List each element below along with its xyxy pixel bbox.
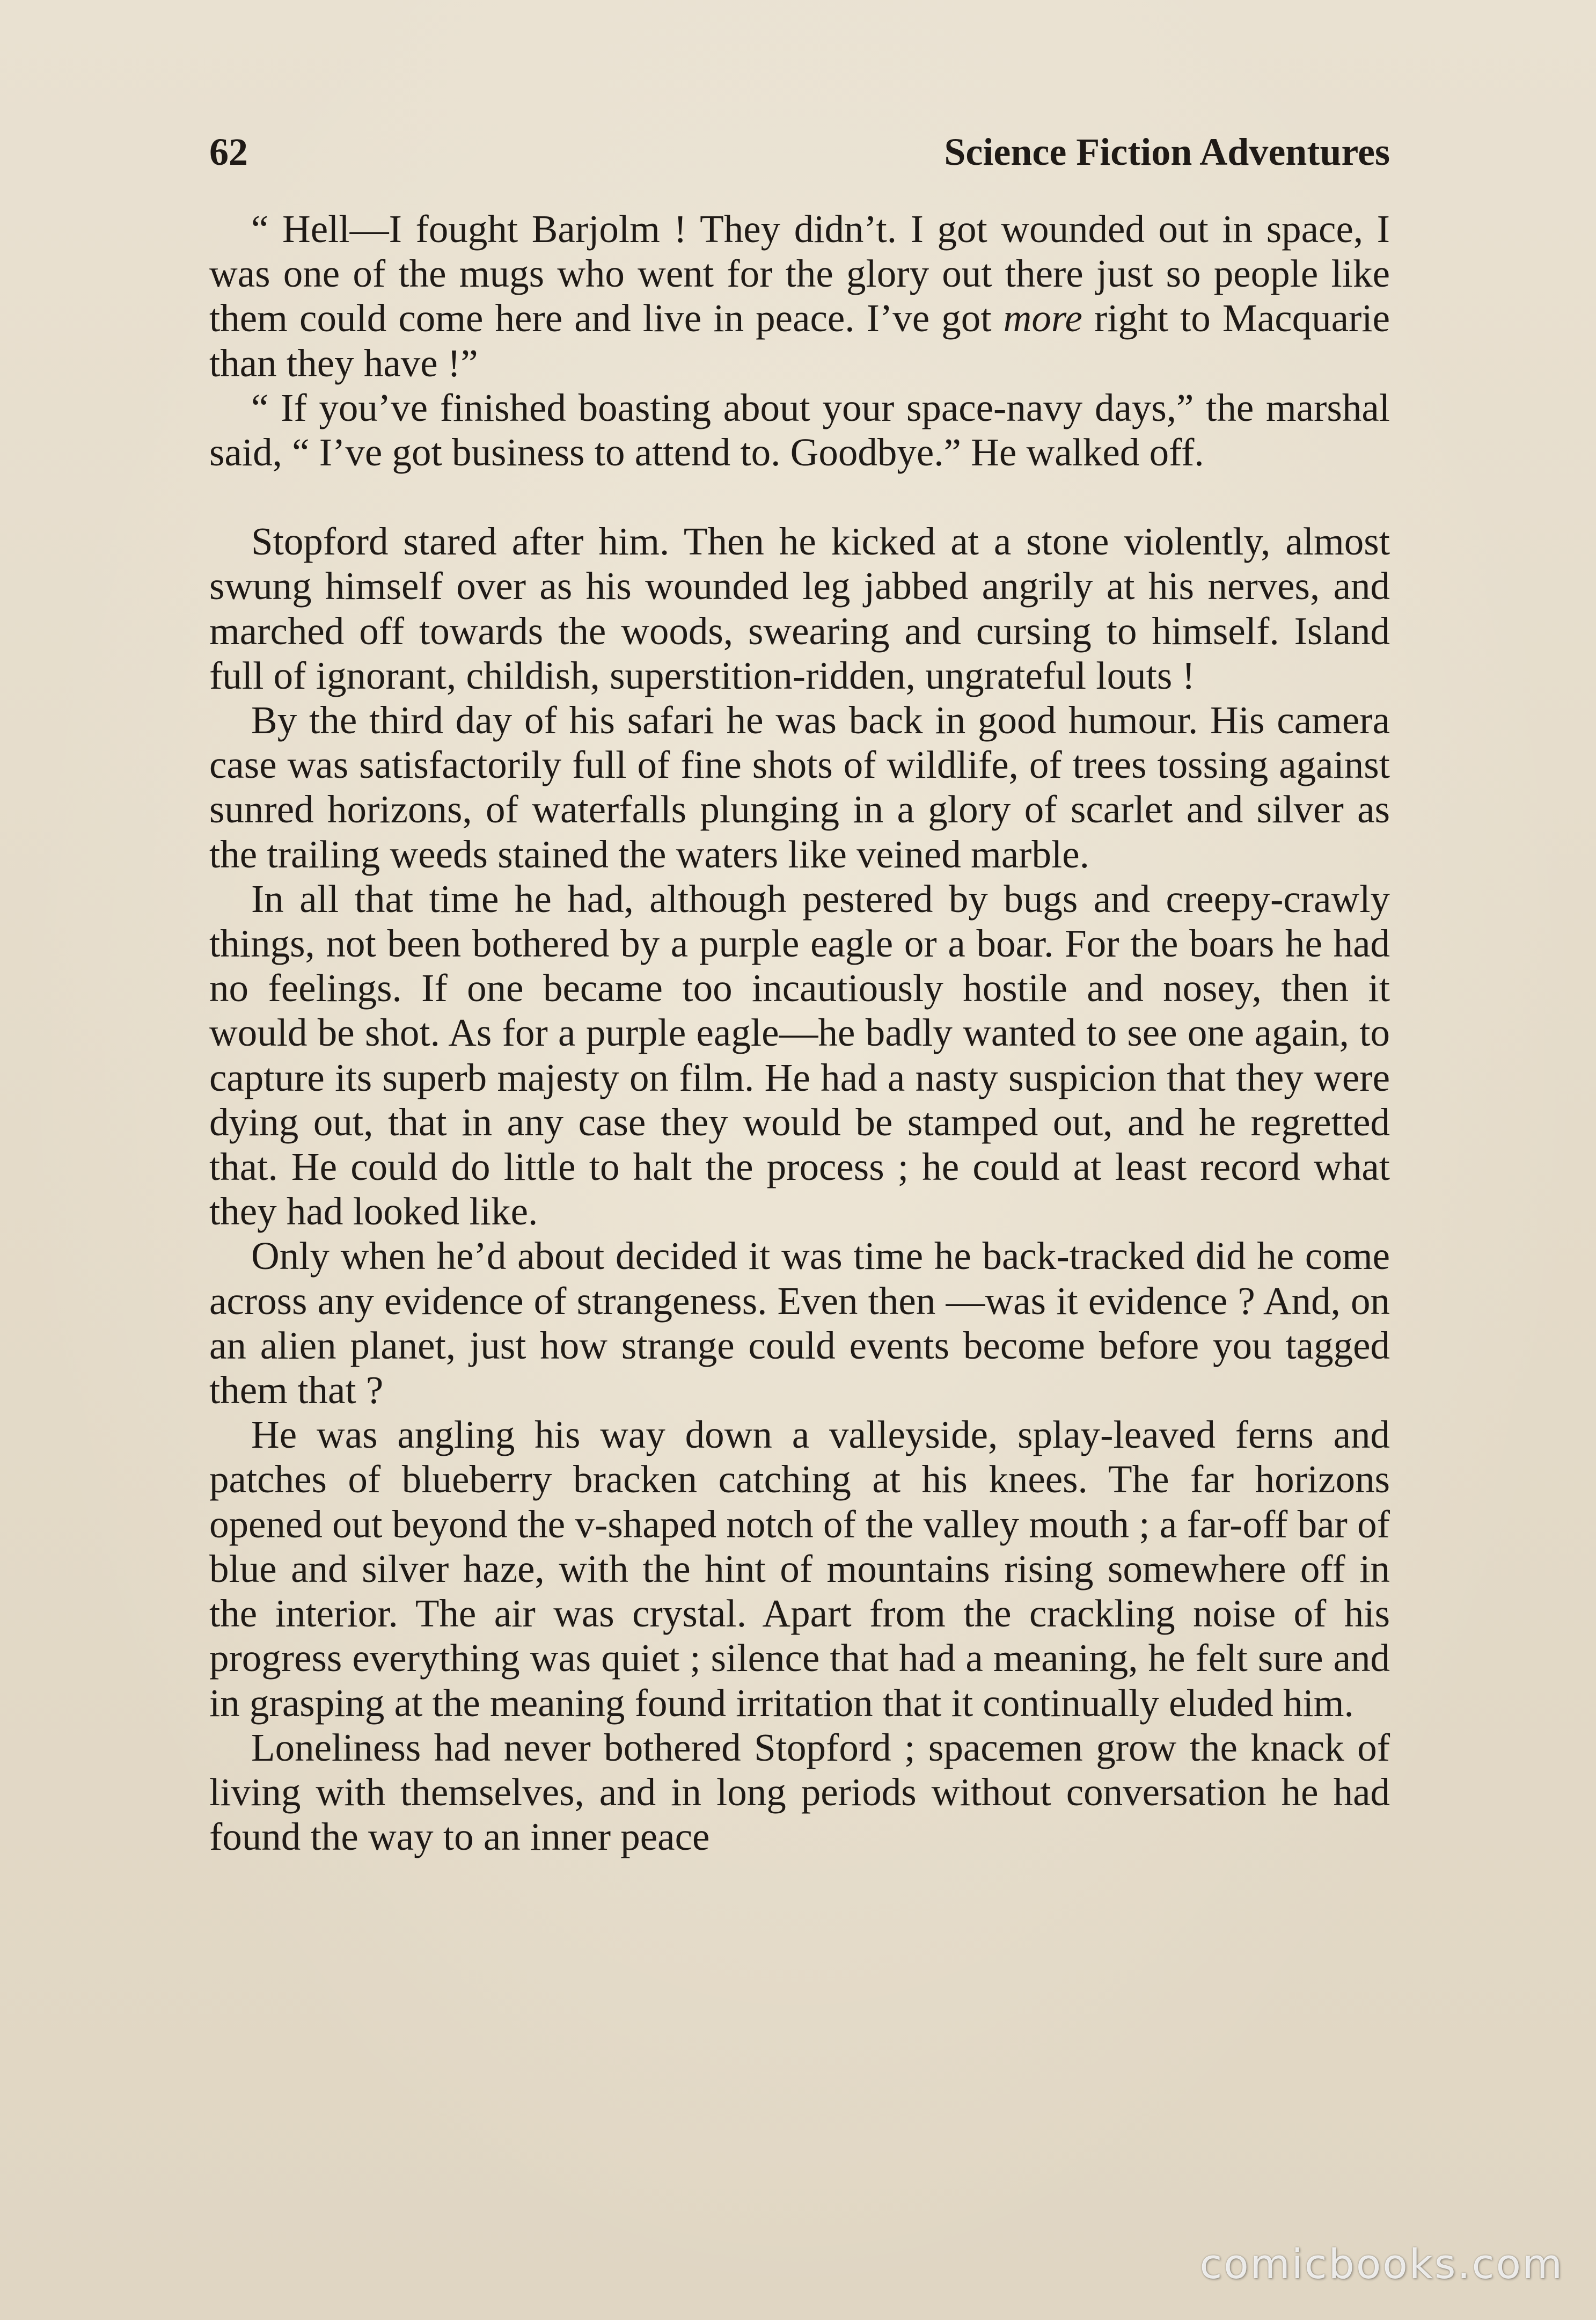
paragraph-3: Stopford stared after him. Then he kicked at a stone violently, almost swung himself over as his wounded leg jabbed angrily at his nerves, and marched off towards the woods, swearing and cursing to himself. Island full of ignorant, childish, superstition-ridden, ungrateful louts ! bbox=[209, 520, 1390, 697]
paragraph-7: He was angling his way down a valleyside, splay-leaved ferns and patches of blueberry bracken catching at his knees. The far horizons opened out beyond the v-shaped notch of the valley mouth ; a far-off bar of blue and silver haze, with the hint of mountains rising somewhere off in the interior. The air was crystal. Apart from the crackling noise of his progress everything was quiet ; silence that had a meaning, he felt sure and in grasping at the meaning found irritation that it continually eluded him. bbox=[209, 1413, 1390, 1725]
paragraph-6: Only when he’d about decided it was time he back-tracked did he come across any evidence of strangeness. Even then —was it evidence ? And, on an alien planet, just how strange could events become before you tagged them that ? bbox=[209, 1234, 1390, 1412]
paragraph-8: Loneliness had never bothered Stopford ; spacemen grow the knack of living with themselves, and in long periods without conversation he had found the way to an inner peace bbox=[209, 1725, 1390, 1859]
emphasis-more: more bbox=[1003, 296, 1082, 340]
paragraph-4: By the third day of his safari he was back in good humour. His camera case was satisfactorily full of fine shots of wildlife, of trees tossing against sunred horizons, of waterfalls plunging in a glory of scarlet and silver as the trailing weeds stained the waters like veined marble. bbox=[209, 698, 1390, 876]
paragraph-2: “ If you’ve finished boasting about your space-navy days,” the marshal said, “ I’ve got business to attend to. Goodbye.” He walked off. bbox=[209, 385, 1390, 475]
paragraph-1: “ Hell—I fought Barjolm ! They didn’t. I got wounded out in space, I was one of the mugs who went for the glory out there just so people like them could come here and live in peace. I’ve got more right to Macquarie than they have !” bbox=[209, 207, 1390, 385]
page-number: 62 bbox=[209, 130, 248, 173]
journal-title: Science Fiction Adventures bbox=[944, 130, 1390, 173]
story-text bbox=[209, 207, 1390, 1859]
running-head bbox=[209, 122, 1390, 181]
watermark-logo: comicbooks.com bbox=[1199, 2240, 1564, 2288]
paragraph-5: In all that time he had, although pestered by bugs and creepy-crawly things, not been bothered by a purple eagle or a boar. For the boars he had no feelings. If one became too incautiously hostile and nosey, then it would be shot. As for a purple eagle—he badly wanted to see one again, to capture its superb majesty on film. He had a nasty suspicion that they were dying out, that in any case they would be stamped out, and he regretted that. He could do little to halt the process ; he could at least record what they had looked like. bbox=[209, 877, 1390, 1234]
